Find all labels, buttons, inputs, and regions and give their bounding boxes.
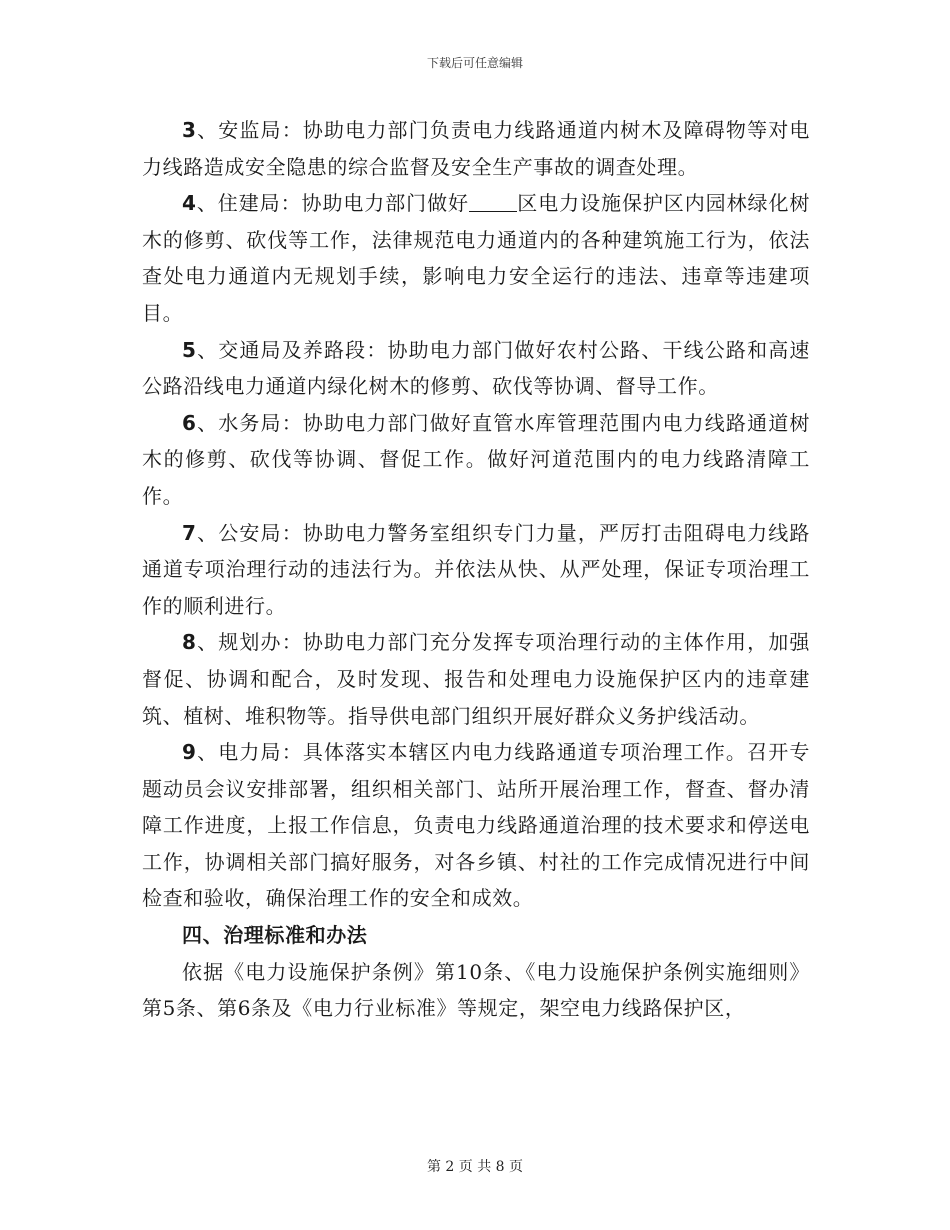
paragraph-text: 、交通局及养路段：协助电力部门做好农村公路、干线公路和高速公路沿线电力通道内绿化树木的修剪、砍伐等协调、督导工作。 — [142, 337, 810, 399]
paragraph-7 — [142, 515, 810, 625]
paragraph-basis: 依据《电力设施保护条例》第10条、《电力设施保护条例实施细则》第5条、第6条及《电力行业标准》等规定，架空电力线路保护区， — [142, 959, 810, 1021]
paragraph-text: 、公安局：协助电力警务室组织专门力量，严厉打击阻碍电力线路通道专项治理行动的违法行为。并依法从快、从严处理，保证专项治理工作的顺利进行。 — [142, 520, 810, 618]
paragraph-3 — [142, 112, 810, 185]
item-number: 6 — [182, 410, 197, 435]
document-body — [142, 112, 810, 1027]
item-number: 3 — [182, 118, 197, 142]
paragraph-text: 、规划办：协助电力部门充分发挥专项治理行动的主体作用，加强督促、协调和配合，及时发现、报告和处理电力设施保护区内的违章建筑、植树、堆积物等。指导供电部门组织开展好群众义务护线活动。 — [142, 630, 810, 728]
page-footer: 第 2 页 共 8 页 — [426, 1159, 524, 1175]
item-number: 4 — [182, 191, 197, 216]
paragraph-4 — [142, 185, 810, 331]
paragraph-text: 、电力局：具体落实本辖区内电力线路通道专项治理工作。召开专题动员会议安排部署，组织相关部门、站所开展治理工作，督查、督办清障工作进度，上报工作信息，负责电力线路通道治理的技术要求和停送电工作，协调相关部门搞好服务，对各乡镇、村社的工作完成情况进行中间检查和验收，确保治理工作的安全和成效。 — [142, 740, 810, 911]
section-heading: 四、治理标准和办法 — [182, 923, 368, 948]
paragraph-text: 、安监局：协助电力部门负责电力线路通道内树木及障碍物等对电力线路造成安全隐患的综合监督及安全生产事故的调查处理。 — [142, 118, 810, 179]
paragraph-8 — [142, 624, 810, 734]
paragraph-text: 、住建局：协助电力部门做好 — [196, 191, 469, 216]
blank-underline — [469, 191, 517, 212]
paragraph-text: 、水务局：协助电力部门做好直管水库管理范围内电力线路通道树木的修剪、砍伐等协调、督促工作。做好河道范围内的电力线路清障工作。 — [142, 410, 810, 508]
page-header: 下载后可任意编辑 — [426, 56, 523, 70]
paragraph-9 — [142, 734, 810, 917]
item-number: 7 — [182, 520, 197, 545]
item-number: 9 — [182, 740, 197, 765]
item-number: 8 — [182, 630, 197, 655]
paragraph-text: 区电力设施保护区内园林绿化树木的修剪、砍伐等工作，法律规范电力通道内的各种建筑施工行为，依法查处电力通道内无规划手续，影响电力安全运行的违法、违章等违建项目。 — [142, 191, 810, 325]
item-number: 5 — [182, 337, 197, 362]
paragraph-5 — [142, 332, 810, 405]
paragraph-6 — [142, 405, 810, 515]
